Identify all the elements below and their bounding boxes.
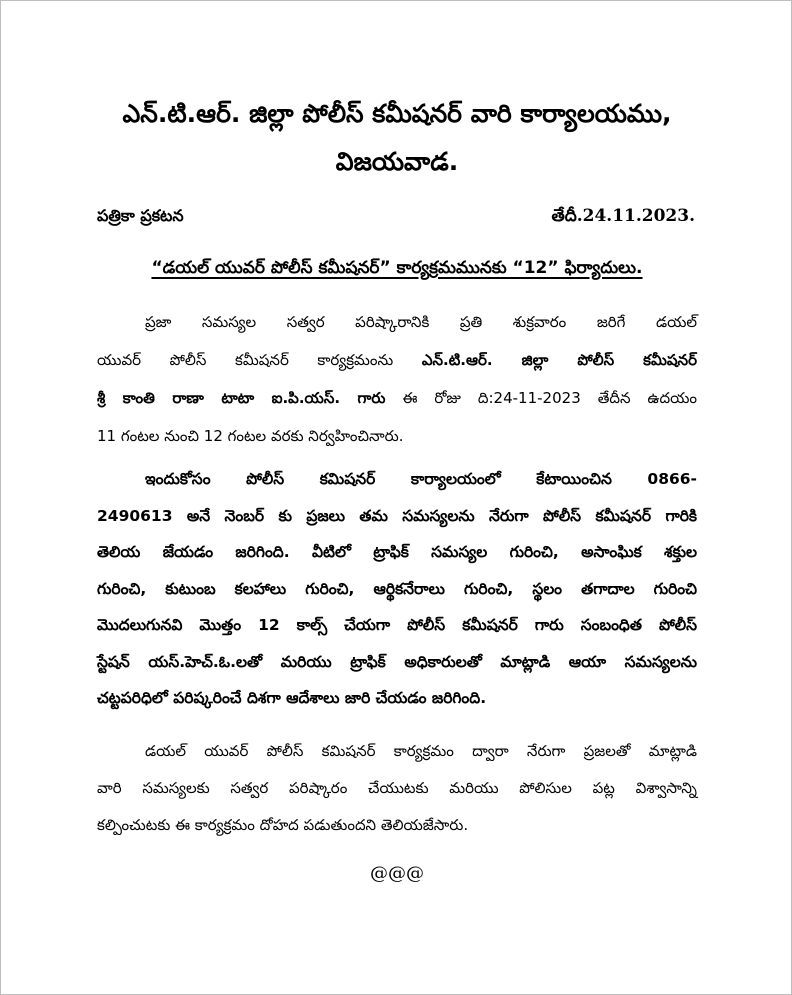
paragraph-text: డయల్ యువర్ పోలీస్ కమిషనర్ కార్యక్రమం ద్వారా నేరుగా ప్రజలతో మాట్లాడి	[145, 742, 697, 760]
paragraph-line: స్టేషన్ యస్.హెచ్.ఓ.లతో మరియు ట్రాఫిక్ అధికారులతో మాట్లాడి ఆయా సమస్యలను	[97, 652, 697, 671]
paragraph-line: తెలియ జేయడం జరిగింది. వీటిలో ట్రాఫిక్ సమస్యల గురించి, అసాంఘిక శక్తుల	[97, 543, 697, 561]
paragraph-text: ఈ రోజు ది:24-11-2023 తేదీన ఉదయం	[402, 389, 697, 407]
paragraph-text: ఇందుకోసం పోలీస్ కమిషనర్ కార్యాలయంలో కేటాయించిన 0866-	[145, 470, 697, 488]
paragraph-line	[97, 379, 697, 417]
office-location: విజయవాడ.	[335, 147, 459, 176]
paragraph-line: మొదలుగునవి మొత్తం 12 కాల్స్ చేయగా పోలీస్ కమీషనర్ గారు సంబంధిత పోలీస్	[97, 616, 697, 634]
paragraph-line	[97, 341, 697, 379]
paragraph-line	[97, 303, 697, 341]
paragraph-text: 11 గంటల నుంచి 12 గంటల వరకు నిర్వహించినారు.	[97, 427, 404, 445]
paragraph-line: కల్పించుటకు ఈ కార్యక్రమం దోహద పడుతుందని తెలియజేసారు.	[97, 816, 469, 834]
date-text: తేదీ.24.11.2023.	[551, 206, 695, 226]
paragraph-3	[97, 733, 697, 844]
end-symbols: @@@	[370, 863, 424, 884]
paragraph-line: వారి సమస్యలకు సత్వర పరిష్కారం చేయుటకు మరియు పోలిసుల పట్ల విశ్వాసాన్ని	[97, 779, 697, 797]
commissioner-name: శ్రీ కాంతి రాణా టాటా ఐ.పి.యస్. గారు	[97, 389, 386, 407]
paragraph-text: ప్రజా సమస్యల సత్వర పరిష్కారానికి ప్రతి శుక్రవారం జరిగే డయల్	[145, 313, 697, 331]
paragraph-line	[97, 733, 697, 770]
paragraph-line	[97, 461, 697, 498]
paragraph-text: యువర్ పోలీస్ కమీషనర్ కార్యక్రమంను	[97, 351, 394, 369]
paragraph-line	[97, 417, 697, 455]
paragraph-2	[97, 461, 697, 717]
subject-text: “డయల్ యువర్ పోలీస్ కమీషనర్” కార్యక్రమమునకు “12” ఫిర్యాదులు.	[151, 258, 643, 278]
paragraph-line: చట్టపరిధిలో పరిష్కరించే దిశగా ఆదేశాలు జారి చేయడం జరిగింది.	[97, 689, 487, 707]
subject-heading	[1, 255, 792, 281]
office-title: ఎన్.టి.ఆర్. జిల్లా పోలీస్ కమీషనర్ వారి కార్యాలయము,	[122, 99, 672, 128]
paragraph-line: 2490613 అనే నెంబర్ కు ప్రజలు తమ సమస్యలను నేరుగా పోలీస్ కమీషనర్ గారికి	[97, 506, 697, 525]
paragraph-1	[97, 303, 697, 455]
press-release-label: పత్రికా ప్రకటన	[97, 206, 184, 225]
commissioner-designation: ఎన్.టి.ఆర్. జిల్లా పోలీస్ కమీషనర్	[421, 351, 697, 369]
paragraph-line: గురించి, కుటుంబ కలహాలు గురించి, ఆర్థికనేరాలు గురించి, స్థలం తగాదాల గురించి	[97, 579, 697, 598]
